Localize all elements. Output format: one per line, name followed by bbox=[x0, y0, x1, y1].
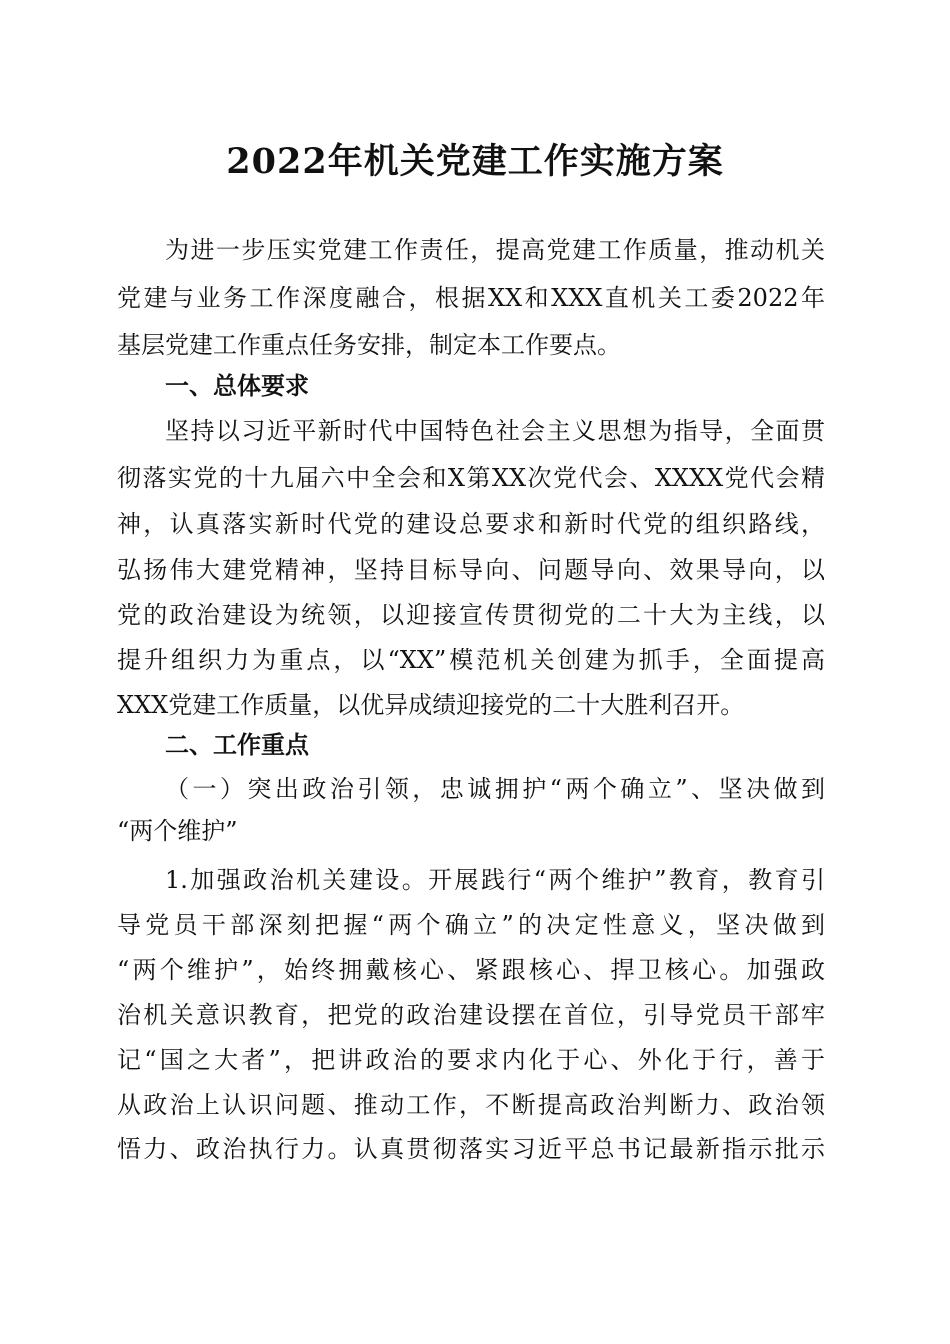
item-1-line-6: 从政治上认识问题、推动工作，不断提高政治判断力、政治领 bbox=[117, 1091, 825, 1119]
intro-line-2: 党建与业务工作深度融合，根据XX和XXX直机关工委2022年 bbox=[117, 284, 825, 312]
item-1-line-7: 悟力、政治执行力。认真贯彻落实习近平总书记最新指示批示 bbox=[117, 1135, 825, 1163]
item-1-line-4: 治机关意识教育，把党的政治建设摆在首位，引导党员干部牢 bbox=[117, 1001, 825, 1029]
subsection-1-heading-line-2: “两个维护” bbox=[117, 817, 238, 845]
subsection-1-heading-line-1: （一）突出政治引领，忠诚拥护“两个确立”、坚决做到 bbox=[165, 775, 825, 803]
document-title: 2022年机关党建工作实施方案 bbox=[226, 141, 724, 182]
section-1-line-6: 提升组织力为重点，以“XX”模范机关创建为抓手，全面提高 bbox=[117, 646, 825, 674]
item-1-line-3: “两个维护”，始终拥戴核心、紧跟核心、捍卫核心。加强政 bbox=[117, 956, 825, 984]
intro-line-3: 基层党建工作重点任务安排，制定本工作要点。 bbox=[117, 331, 621, 359]
section-1-line-1: 坚持以习近平新时代中国特色社会主义思想为指导，全面贯 bbox=[165, 417, 825, 445]
section-1-line-5: 党的政治建设为统领，以迎接宣传贯彻党的二十大为主线，以 bbox=[117, 601, 825, 629]
item-1-line-2: 导党员干部深刻把握“两个确立”的决定性意义，坚决做到 bbox=[117, 911, 825, 939]
item-1-line-1: 1.加强政治机关建设。开展践行“两个维护”教育，教育引 bbox=[165, 866, 825, 894]
section-1-line-7: XXX党建工作质量，以优异成绩迎接党的二十大胜利召开。 bbox=[117, 691, 745, 719]
intro-line-1: 为进一步压实党建工作责任，提高党建工作质量，推动机关 bbox=[165, 236, 825, 264]
section-1-heading: 一、总体要求 bbox=[165, 372, 309, 400]
item-1-line-5: 记“国之大者”，把讲政治的要求内化于心、外化于行，善于 bbox=[117, 1046, 825, 1074]
section-1-line-2: 彻落实党的十九届六中全会和X第XX次党代会、XXXX党代会精 bbox=[117, 464, 825, 492]
section-2-heading: 二、工作重点 bbox=[165, 731, 309, 759]
section-1-line-4: 弘扬伟大建党精神，坚持目标导向、问题导向、效果导向，以 bbox=[117, 556, 825, 584]
section-1-line-3: 神，认真落实新时代党的建设总要求和新时代党的组织路线， bbox=[117, 510, 825, 538]
